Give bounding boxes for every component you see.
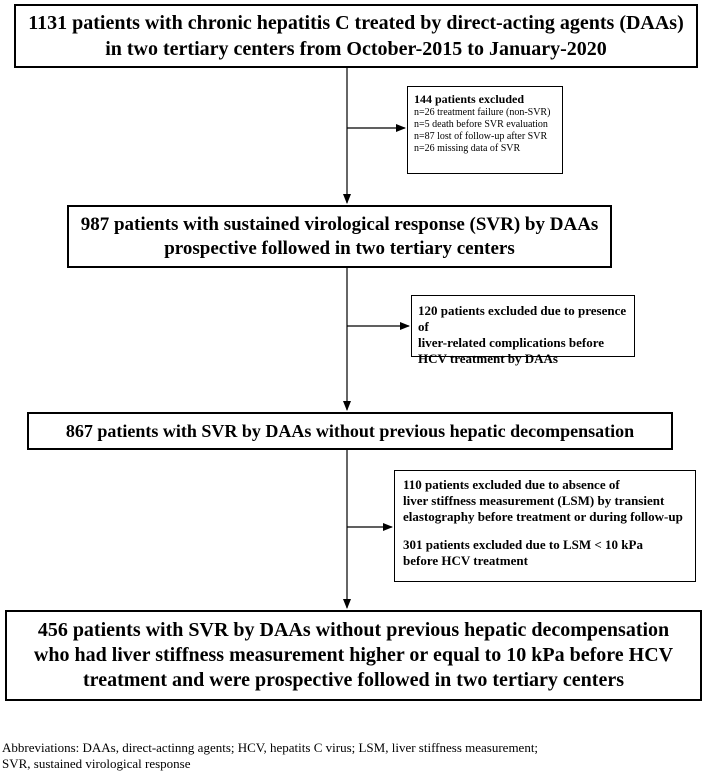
excluded-box-3-line2: liver stiffness measurement (LSM) by transient xyxy=(403,493,665,508)
box-final-cohort-line3: treatment and were prospective followed in two tertiary centers xyxy=(83,669,624,691)
excluded-box-1-item: n=26 treatment failure (non-SVR) xyxy=(414,107,551,118)
box-no-decompensation-line1: 867 patients with SVR by DAAs without previous hepatic decompensation xyxy=(65,421,635,441)
box-svr-cohort-line1: 987 patients with sustained virological response (SVR) by DAAs xyxy=(80,213,599,235)
excluded-box-1-item: n=87 lost of follow-up after SVR xyxy=(414,131,548,142)
excluded-box-1-item: n=5 death before SVR evaluation xyxy=(414,119,548,130)
excluded-box-3-line1: 110 patients excluded due to absence of xyxy=(403,477,620,492)
excluded-box-1-title: 144 patients excluded xyxy=(414,92,525,106)
box-initial-cohort-line2: in two tertiary centers from October-2015 to January-2020 xyxy=(105,38,607,60)
excluded-box-3-line3: elastography before treatment or during follow-up xyxy=(403,509,683,524)
box-svr-cohort-line2: prospective followed in two tertiary centers xyxy=(164,237,515,259)
excluded-box-2-line3: HCV treatment by DAAs xyxy=(418,351,558,366)
abbreviations-line2: SVR, sustained virological response xyxy=(2,756,191,771)
box-final-cohort-line2: who had liver stiffness measurement higher or equal to 10 kPa before HCV xyxy=(33,644,674,666)
excluded-box-3-line4: 301 patients excluded due to LSM < 10 kPa xyxy=(403,537,643,552)
excluded-box-1-item: n=26 missing data of SVR xyxy=(414,143,521,154)
excluded-box-2-line1: 120 patients excluded due to presence of xyxy=(418,303,627,334)
abbreviations-line1: Abbreviations: DAAs, direct-actinng agents; HCV, hepatits C virus; LSM, liver stiffness measurement; xyxy=(2,740,539,755)
excluded-box-2-line2: liver-related complications before xyxy=(418,335,605,350)
abbreviations-note xyxy=(2,740,702,772)
box-final-cohort-line1: 456 patients with SVR by DAAs without previous hepatic decompensation xyxy=(37,619,670,641)
box-initial-cohort-line1: 1131 patients with chronic hepatitis C treated by direct-acting agents (DAAs) xyxy=(28,12,684,34)
excluded-box-3-line5: before HCV treatment xyxy=(403,553,528,568)
